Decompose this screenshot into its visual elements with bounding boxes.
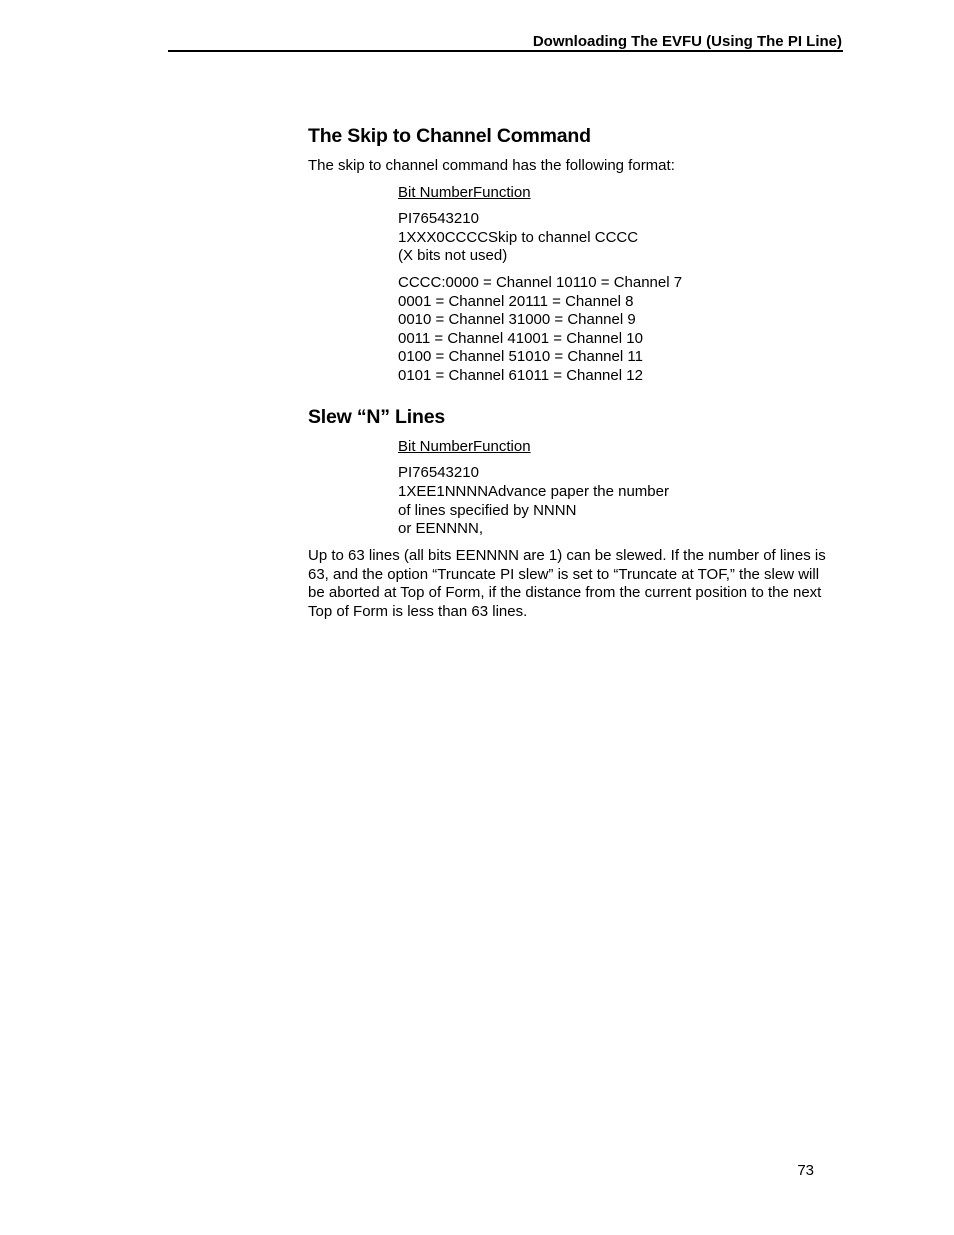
slew-data-line: 1XEE1NNNNAdvance paper the number [398,483,669,500]
channel-line: 0010 = Channel 31000 = Channel 9 [398,311,636,329]
page-number: 73 [797,1162,814,1179]
paragraph-line: 63, and the option “Truncate PI slew” is set to “Truncate at TOF,” the slew will [308,565,820,583]
channel-line: 0001 = Channel 20111 = Channel 8 [398,292,634,310]
header-rule [168,50,843,52]
skip-note: (X bits not used) [398,247,508,264]
slew-bits-row: PI76543210 [398,464,479,481]
slew-data [398,483,669,539]
slew-data-line: of lines specified by NNNN [398,501,577,519]
slew-heading: Slew “N” Lines [308,406,445,428]
slew-table-header: Bit NumberFunction [398,438,531,455]
paragraph-line: be aborted at Top of Form, if the distance from the current position to the next [308,584,822,602]
running-header: Downloading The EVFU (Using The PI Line) [532,33,842,50]
skip-bits-row: PI76543210 [398,210,479,227]
paragraph-line: Top of Form is less than 63 lines. [308,602,528,620]
channel-line: 0011 = Channel 41001 = Channel 10 [398,329,643,347]
channel-line: 0100 = Channel 51010 = Channel 11 [398,348,643,366]
channel-map [398,274,682,386]
paragraph-line: Up to 63 lines (all bits EENNNN are 1) can be slewed. If the number of lines is [308,547,826,564]
slew-paragraph [308,547,843,621]
skip-heading: The Skip to Channel Command [308,125,591,147]
skip-table-header: Bit NumberFunction [398,184,531,201]
channel-line: CCCC:0000 = Channel 10110 = Channel 7 [398,274,683,291]
skip-data-row: 1XXX0CCCCSkip to channel CCCC [398,229,639,246]
slew-data-line: or EENNNN, [398,520,484,538]
channel-line: 0101 = Channel 61011 = Channel 12 [398,366,643,384]
skip-intro: The skip to channel command has the following format: [308,157,675,174]
